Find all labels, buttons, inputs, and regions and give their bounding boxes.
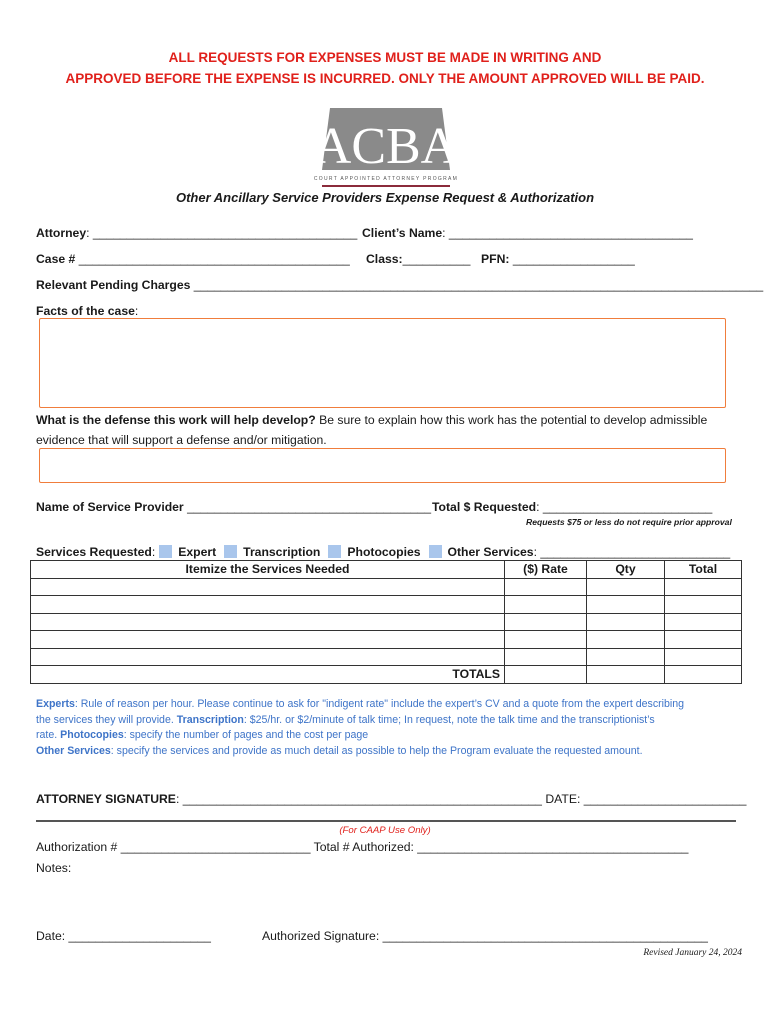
table-row[interactable]: [31, 648, 742, 666]
defense-question: What is the defense this work will help develop? Be sure to explain how this work has the potential to develop admissible: [36, 413, 708, 427]
table-header-row: [31, 561, 742, 579]
services-table: [30, 560, 742, 684]
defense-question-line2: evidence that will support a defense and/or mitigation.: [36, 433, 327, 447]
table-row[interactable]: [31, 596, 742, 614]
col-qty: Qty: [587, 561, 665, 579]
total-requested-field[interactable]: Total $ Requested: _________________________: [432, 500, 713, 514]
col-rate: ($) Rate: [505, 561, 587, 579]
transcription-checkbox[interactable]: [224, 545, 237, 558]
date-field[interactable]: Date: _____________________: [36, 929, 211, 943]
revised-date: Revised January 24, 2024: [643, 948, 742, 958]
experts-instruction: Experts: Rule of reason per hour. Please continue to ask for "indigent rate" include the expert’s CV and a quote from the expert describing: [36, 698, 685, 710]
totals-label: TOTALS: [31, 666, 505, 684]
attorney-field[interactable]: Attorney: _______________________________________: [36, 226, 358, 240]
case-number-field[interactable]: Case # ________________________________________: [36, 252, 350, 266]
expert-checkbox[interactable]: [159, 545, 172, 558]
table-row[interactable]: [31, 578, 742, 596]
table-row[interactable]: [31, 631, 742, 649]
logo-subtext: COURT APPOINTED ATTORNEY PROGRAM: [313, 176, 459, 182]
logo-text: ACBA: [313, 118, 459, 175]
class-field[interactable]: Class:__________: [366, 252, 471, 266]
client-name-field[interactable]: Client’s Name: ____________________________________: [362, 226, 693, 240]
authorized-signature-field[interactable]: Authorized Signature: ________________________________________________: [262, 929, 708, 943]
form-title: Other Ancillary Service Providers Expense Request & Authorization: [175, 190, 595, 205]
acba-logo: [313, 108, 459, 188]
totals-row[interactable]: [31, 666, 742, 684]
facts-textbox[interactable]: [39, 318, 726, 408]
notes-label: Notes:: [36, 861, 72, 875]
defense-textbox[interactable]: [39, 448, 726, 483]
facts-label: Facts of the case:: [36, 304, 139, 318]
photocopies-checkbox[interactable]: [328, 545, 341, 558]
services-requested: Services Requested: Expert Transcription Photocopies Other Services: ____________________________: [36, 545, 731, 559]
pfn-field[interactable]: PFN: __________________: [481, 252, 635, 266]
warning-line-1: ALL REQUESTS FOR EXPENSES MUST BE MADE IN WRITING AND: [168, 50, 602, 65]
approval-note: Requests $75 or less do not require prior approval: [526, 517, 732, 527]
col-itemize: Itemize the Services Needed: [31, 561, 505, 579]
authorization-number-field[interactable]: Authorization # ____________________________ Total # Authorized: ________________________________________: [36, 840, 689, 854]
caap-use-only: (For CAAP Use Only): [339, 825, 431, 836]
other-services-instruction: Other Services: specify the services and provide as much detail as possible to help the Program evaluate the requested amount.: [36, 745, 643, 757]
warning-line-2: APPROVED BEFORE THE EXPENSE IS INCURRED. ONLY THE AMOUNT APPROVED WILL BE PAID.: [65, 71, 705, 86]
service-provider-field[interactable]: Name of Service Provider ____________________________________: [36, 500, 432, 514]
photocopies-instruction: rate. Photocopies: specify the number of pages and the cost per page: [36, 729, 369, 741]
col-total: Total: [665, 561, 742, 579]
transcription-instruction: the services they will provide. Transcription: $25/hr. or $2/minute of talk time; In request, note the talk time and the transcriptionist’s: [36, 714, 655, 726]
attorney-signature-field[interactable]: ATTORNEY SIGNATURE: _____________________________________________________ DATE: ________________________: [36, 792, 747, 806]
other-services-checkbox[interactable]: [429, 545, 442, 558]
pending-charges-field[interactable]: Relevant Pending Charges ____________________________________________________________________________________: [36, 278, 764, 292]
table-row[interactable]: [31, 613, 742, 631]
caap-divider: [36, 820, 736, 822]
